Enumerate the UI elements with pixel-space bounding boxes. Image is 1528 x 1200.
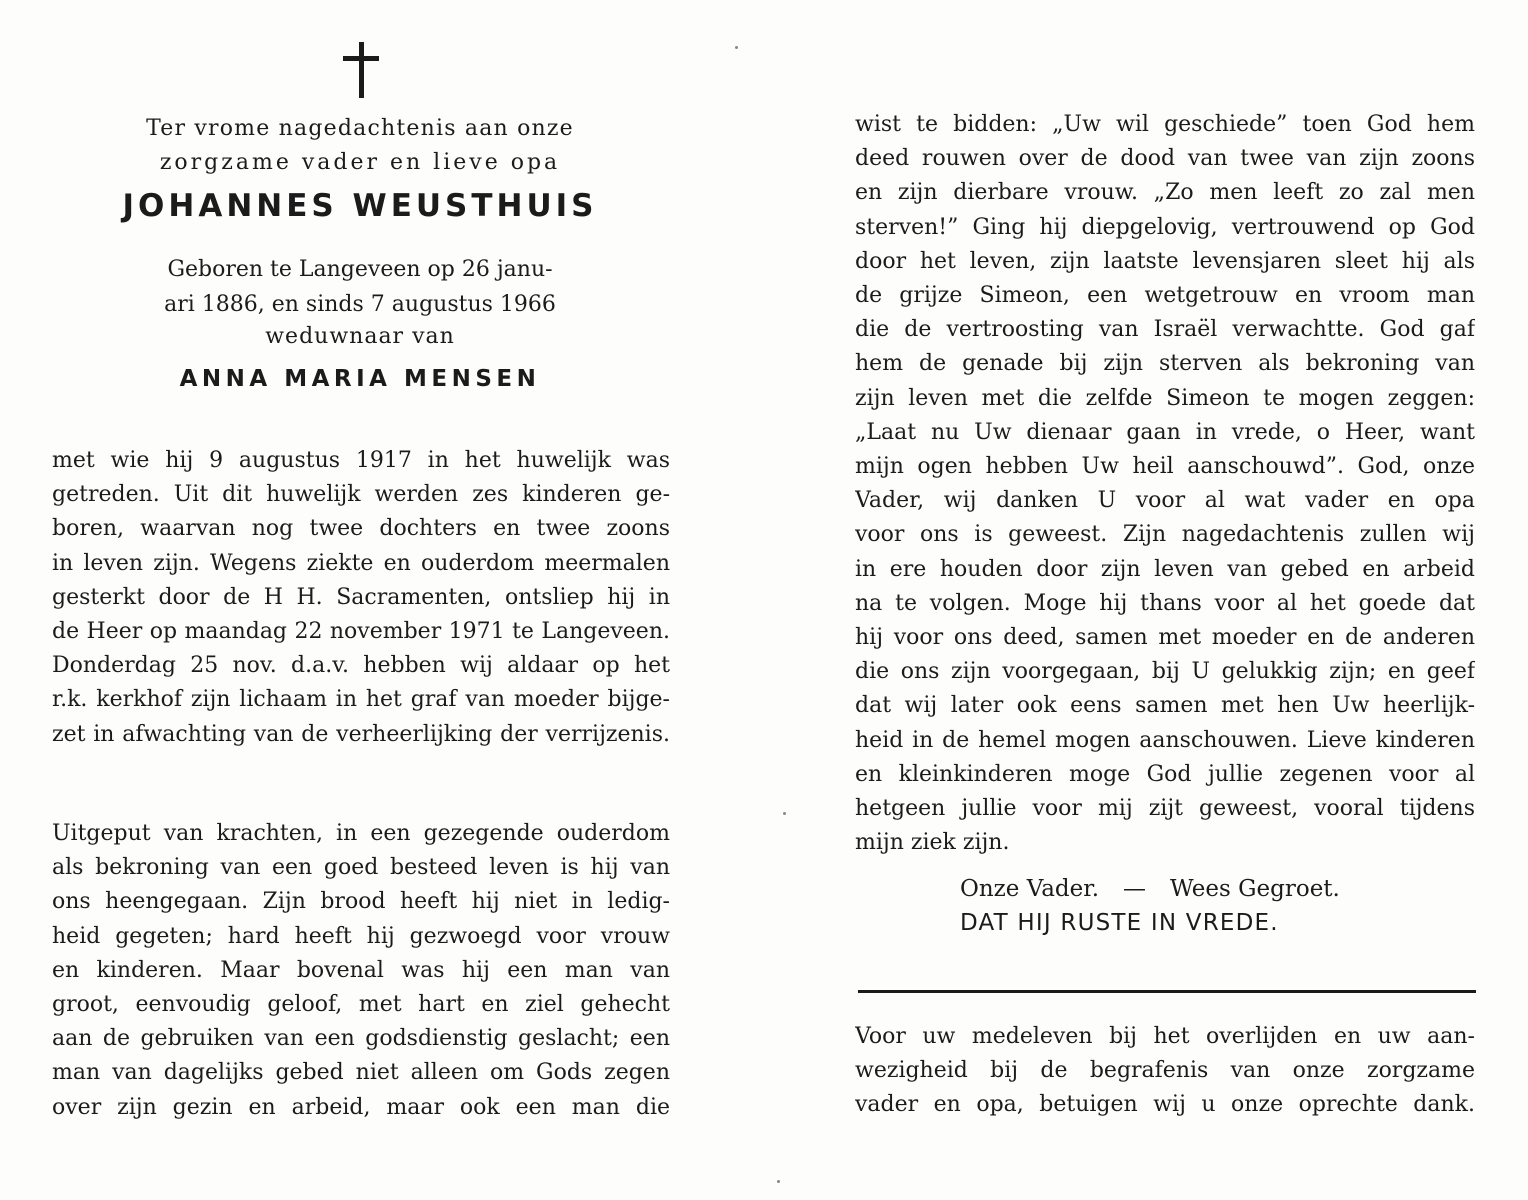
text-line: deed rouwen over de dood van twee van zijn zoons — [855, 146, 1475, 172]
text-line: dat wij later ook eens samen met hen Uw heerlijk- — [855, 693, 1475, 719]
text-line: die de vertroosting van Israël verwachtte. God gaf — [855, 317, 1475, 343]
text-line: de grijze Simeon, een wetgetrouw en vroom man — [855, 283, 1475, 309]
text-line: „Laat nu Uw dienaar gaan in vrede, o Heer, want — [855, 419, 1475, 445]
cross-icon — [341, 42, 381, 98]
text-line: aan de gebruiken van een godsdienstig geslacht; een — [52, 1026, 670, 1052]
text-line: groot, eenvoudig geloof, met hart en ziel gehecht — [52, 992, 670, 1018]
text-line: en zijn dierbare vrouw. „Zo men leeft zo zal men — [855, 180, 1475, 206]
deceased-name: JOHANNES WEUSTHUIS — [122, 188, 598, 224]
text-line: over zijn gezin en arbeid, maar ook een man die — [52, 1094, 670, 1120]
intro-line: zorgzame vader en lieve opa — [159, 150, 561, 175]
prayers — [960, 872, 1340, 940]
text-line: mijn ziek zijn. — [855, 830, 1010, 856]
text-line: de Heer op maandag 22 november 1971 te Langeveen. — [52, 619, 670, 645]
text-line: als bekroning van een goed besteed leven is hij van — [52, 855, 670, 881]
rest-in-peace: DAT HIJ RUSTE IN VREDE. — [960, 910, 1279, 936]
text-line: hetgeen jullie voor mij zijt geweest, vooral tijdens — [855, 796, 1475, 822]
text-line: Vader, wij danken U voor al wat vader en opa — [855, 488, 1475, 514]
text-line: Uitgeput van krachten, in een gezegende ouderdom — [52, 821, 670, 846]
intro-text — [100, 112, 620, 180]
text-line: zijn leven met die zelfde Simeon te mogen zeggen: — [855, 385, 1475, 411]
paragraph-1 — [52, 444, 670, 752]
text-line: in ere houden door zijn leven van gebed en arbeid — [855, 556, 1475, 582]
text-line: mijn ogen hebben Uw heil aanschouwd”. God, onze — [855, 454, 1475, 480]
text-line: en kleinkinderen moge God jullie zegenen voor al — [855, 761, 1475, 787]
text-line: met wie hij 9 augustus 1917 in het huwelijk was — [52, 448, 670, 473]
text-line: boren, waarvan nog twee dochters en twee zoons — [52, 516, 670, 542]
paragraph-2 — [52, 817, 670, 1125]
text-line: zet in afwachting van de verheerlijking der verrijzenis. — [52, 721, 670, 747]
widower-of: weduwnaar van — [265, 324, 455, 349]
text-line: wezigheid bij de begrafenis van onze zorgzame — [855, 1058, 1475, 1084]
text-line: hij voor ons deed, samen met moeder en de anderen — [855, 625, 1475, 651]
birth-text — [130, 252, 590, 322]
text-line: heid in de hemel mogen aanschouwen. Lieve kinderen — [855, 727, 1475, 753]
prayer-our-father: Onze Vader. — [960, 876, 1100, 902]
text-line: die ons zijn voorgegaan, bij U gelukkig zijn; en geef — [855, 659, 1475, 685]
thanks-paragraph — [855, 1020, 1475, 1123]
paper-speck — [735, 46, 738, 49]
text-line: in leven zijn. Wegens ziekte en ouderdom meermalen — [52, 550, 670, 576]
text-line: getreden. Uit dit huwelijk werden zes kinderen ge- — [52, 482, 670, 508]
text-line: Donderdag 25 nov. d.a.v. hebben wij aldaar op het — [52, 653, 670, 679]
text-line: r.k. kerkhof zijn lichaam in het graf van moeder bijge- — [52, 687, 670, 713]
text-line: hem de genade bij zijn sterven als bekroning van — [855, 351, 1475, 377]
text-line: sterven!” Ging hij diepgelovig, vertrouwend op God — [855, 214, 1475, 240]
text-line: Voor uw medeleven bij het overlijden en uw aan- — [855, 1024, 1475, 1049]
text-line: gesterkt door de H H. Sacramenten, ontsliep hij in — [52, 584, 670, 610]
text-line: en kinderen. Maar bovenal was hij een man van — [52, 957, 670, 983]
divider — [858, 990, 1476, 993]
paper-speck — [777, 1180, 780, 1183]
text-line: voor ons is geweest. Zijn nagedachtenis zullen wij — [855, 522, 1475, 548]
text-line: ons heengegaan. Zijn brood heeft hij niet in ledig- — [52, 889, 670, 915]
paper-speck — [783, 812, 786, 815]
prayer-hail-mary: Wees Gegroet. — [1170, 876, 1340, 902]
text-line: wist te bidden: „Uw wil geschiede” toen God hem — [855, 112, 1475, 137]
intro-line: Ter vrome nagedachtenis aan onze — [146, 116, 574, 141]
text-line: man van dagelijks gebed niet alleen om Gods zegen — [52, 1060, 670, 1086]
spouse-name: ANNA MARIA MENSEN — [179, 366, 541, 392]
text-line: na te volgen. Moge hij thans voor al het goede dat — [855, 590, 1475, 616]
paragraph-3 — [855, 108, 1475, 860]
prayer-separator: — — [1123, 876, 1147, 902]
birth-line: ari 1886, en sinds 7 augustus 1966 — [164, 292, 556, 317]
text-line: heid gegeten; hard heeft hij gezwoegd voor vrouw — [52, 923, 670, 949]
birth-line: Geboren te Langeveen op 26 janu- — [167, 257, 553, 282]
text-line: vader en opa, betuigen wij u onze oprechte dank. — [855, 1092, 1475, 1118]
text-line: door het leven, zijn laatste levensjaren sleet hij als — [855, 248, 1475, 274]
